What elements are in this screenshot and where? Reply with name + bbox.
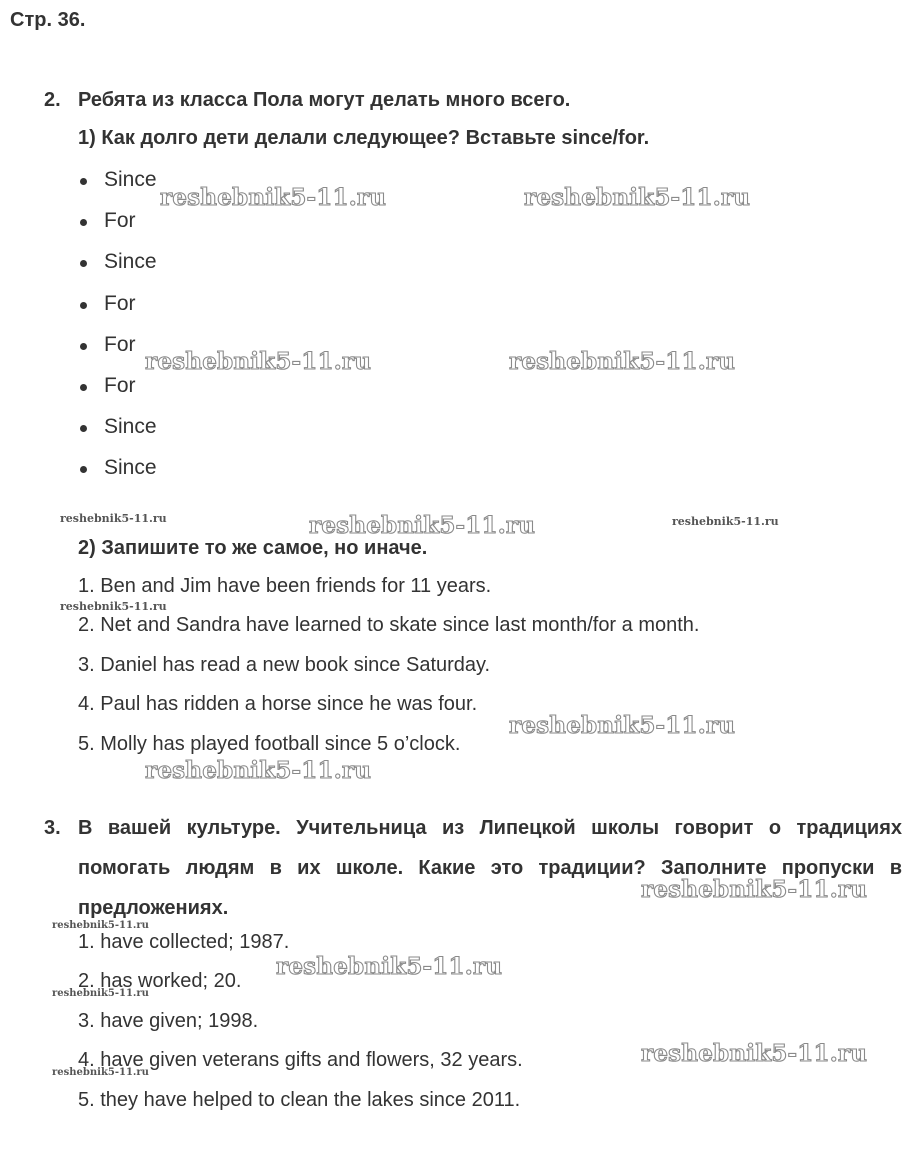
watermark: reshebnik5-11.ru: [52, 988, 149, 999]
watermark: reshebnik5-11.ru: [309, 512, 536, 539]
list-item: For: [76, 372, 157, 413]
task3-title: В вашей культуре. Учительница из Липецкой школы говорит о традициях помогать людям в их школе. Какие это традиции? Заполните пропуски в предложениях.: [78, 817, 902, 919]
watermark: reshebnik5-11.ru: [160, 184, 387, 211]
list-item: For: [76, 331, 157, 372]
watermark: reshebnik5-11.ru: [145, 757, 372, 784]
task2-number: 2.: [44, 89, 61, 111]
watermark: reshebnik5-11.ru: [52, 920, 149, 931]
watermark: reshebnik5-11.ru: [276, 953, 503, 980]
list-item: 3. have given; 1998.: [78, 1009, 259, 1032]
task3-heading: [44, 808, 902, 928]
list-item: 3. Daniel has read a new book since Saturday.: [78, 653, 491, 676]
watermark: reshebnik5-11.ru: [641, 1040, 868, 1067]
task2-part2-title: 2) Запишите то же самое, но иначе.: [78, 537, 428, 559]
task3-number: 3.: [44, 817, 61, 839]
watermark: reshebnik5-11.ru: [52, 1067, 149, 1078]
list-item: Since: [76, 248, 157, 289]
list-item: 5. Molly has played football since 5 o’clock.: [78, 732, 461, 755]
list-item: 5. they have helped to clean the lakes since 2011.: [78, 1088, 521, 1111]
list-item: 1. have collected; 1987.: [78, 931, 290, 953]
since-for-list: [76, 166, 157, 496]
watermark: reshebnik5-11.ru: [672, 515, 779, 528]
list-item: Since: [76, 413, 157, 454]
watermark: reshebnik5-11.ru: [524, 184, 751, 211]
list-item: Since: [76, 454, 157, 495]
list-item: Since: [76, 166, 157, 207]
list-item: For: [76, 290, 157, 331]
list-item: For: [76, 207, 157, 248]
watermark: reshebnik5-11.ru: [641, 876, 868, 903]
task2-title: Ребята из класса Пола могут делать много всего.: [78, 89, 571, 111]
list-item: 4. Paul has ridden a horse since he was four.: [78, 693, 478, 716]
page-header: Стр. 36.: [10, 9, 86, 31]
list-item: 1. Ben and Jim have been friends for 11 years.: [78, 575, 492, 597]
watermark: reshebnik5-11.ru: [60, 600, 167, 613]
watermark: reshebnik5-11.ru: [60, 512, 167, 525]
task2-answer-list: [78, 572, 699, 769]
list-item: 4. have given veterans gifts and flowers, 32 years.: [78, 1049, 523, 1072]
task2-part1-title: 1) Как долго дети делали следующее? Вставьте since/for.: [78, 127, 650, 149]
watermark: reshebnik5-11.ru: [509, 712, 736, 739]
watermark: reshebnik5-11.ru: [145, 348, 372, 375]
watermark: reshebnik5-11.ru: [509, 348, 736, 375]
list-item: 2. Net and Sandra have learned to skate since last month/for a month.: [78, 614, 700, 637]
list-item: 2. has worked; 20.: [78, 970, 242, 993]
